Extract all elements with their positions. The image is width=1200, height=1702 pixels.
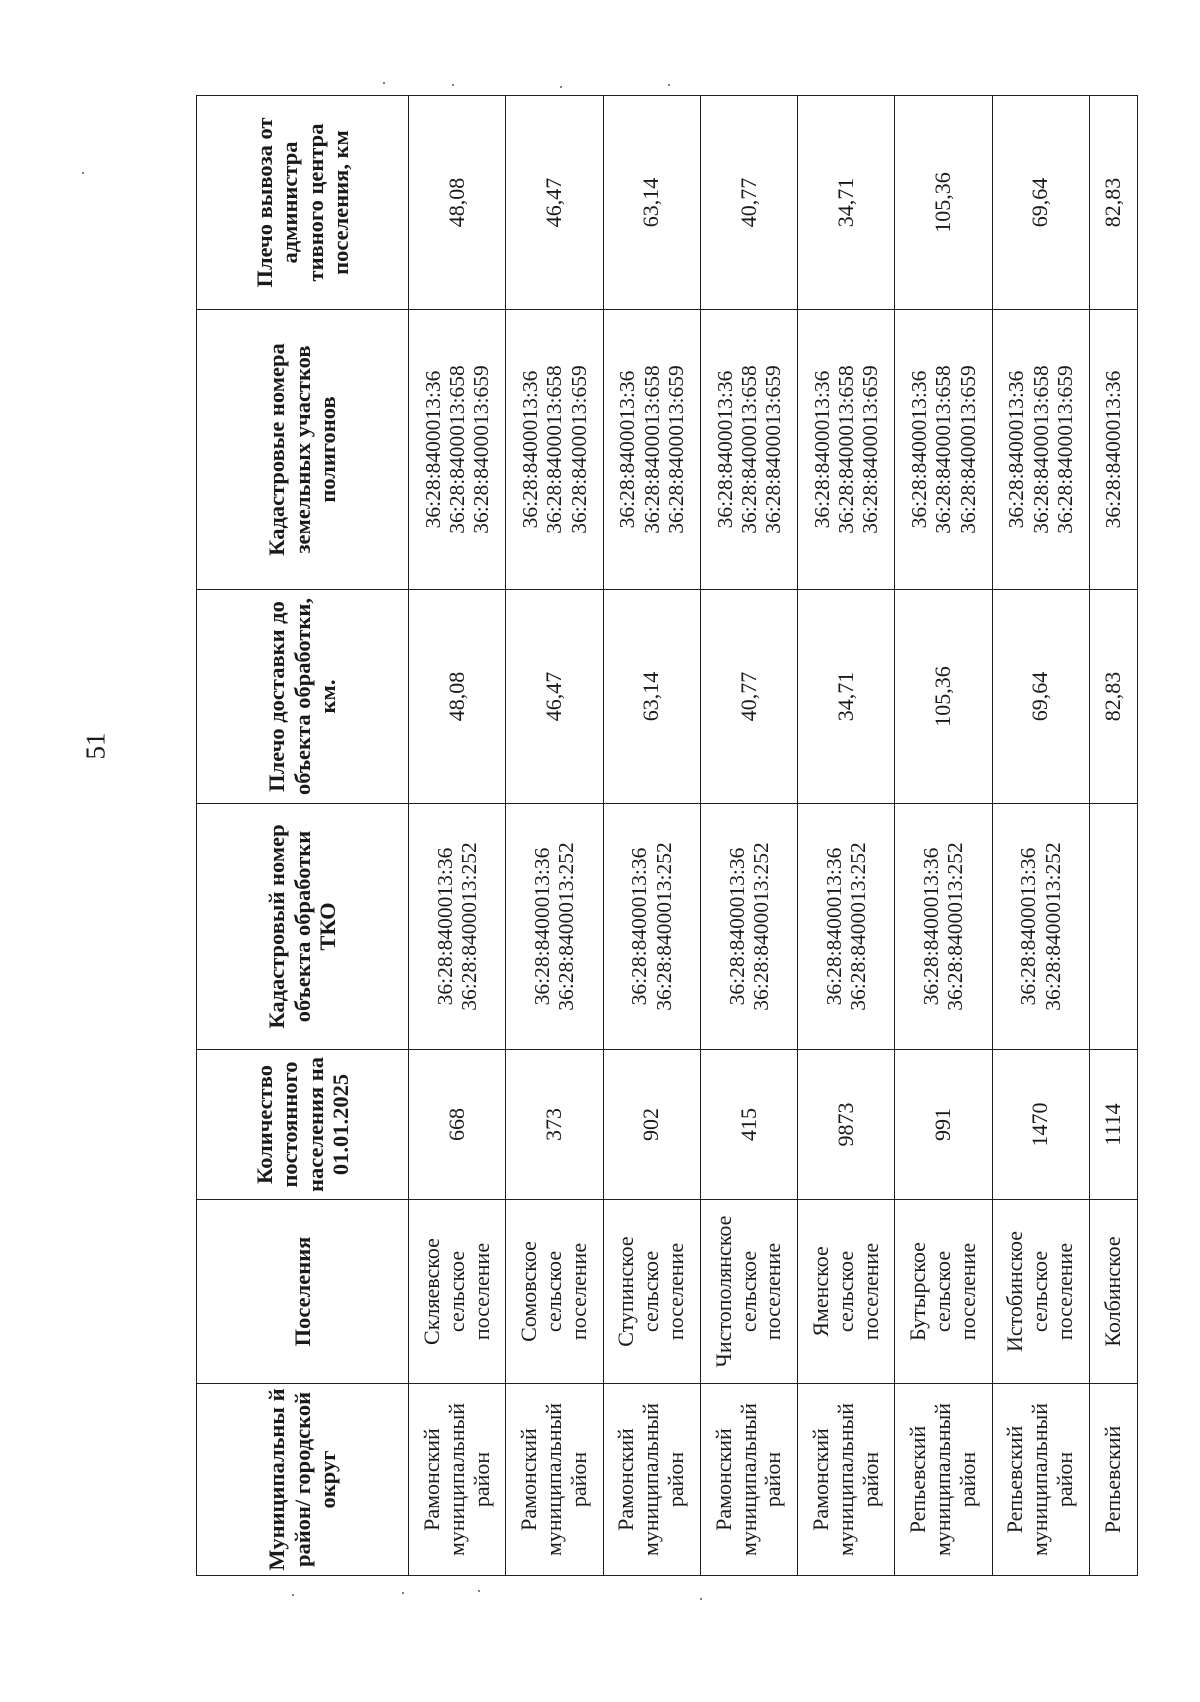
table-row [409, 96, 506, 1576]
header-population: Количество постоянного населения на 01.01.2025 [197, 1050, 409, 1200]
cell-facility-cadastral [1089, 804, 1137, 1050]
cell-population: 373 [506, 1050, 603, 1200]
settlements-table [196, 95, 1138, 1576]
cadastral-number: 36:28:8400013:658 [639, 365, 664, 534]
cell-settlement: Бутырское сельское поселение [895, 1200, 992, 1384]
cell-landfill-cadastral [409, 310, 506, 590]
cadastral-number: 36:28:8400013:659 [663, 365, 688, 534]
cadastral-number: 36:28:8400013:658 [542, 365, 567, 534]
cadastral-number: 36:28:8400013:252 [943, 842, 968, 1011]
cell-export-distance: 46,47 [506, 96, 603, 310]
cell-district: Репьевский муниципальный район [895, 1384, 992, 1576]
cell-settlement: Чистополянское сельское поселение [700, 1200, 797, 1384]
cell-district: Репьевский муниципальный район [992, 1384, 1089, 1576]
cell-district: Рамонский муниципальный район [409, 1384, 506, 1576]
scan-speck [82, 172, 84, 174]
cadastral-number: 36:28:8400013:36 [919, 847, 944, 1006]
cadastral-number: 36:28:8400013:36 [530, 847, 555, 1006]
cadastral-number: 36:28:8400013:659 [566, 365, 591, 534]
scan-speck [452, 84, 454, 86]
cell-facility-cadastral [603, 804, 700, 1050]
cell-facility-cadastral [798, 804, 895, 1050]
cadastral-number: 36:28:8400013:36 [821, 847, 846, 1006]
cell-population: 1114 [1089, 1050, 1137, 1200]
scan-speck [292, 1594, 294, 1596]
cell-population: 991 [895, 1050, 992, 1200]
cell-landfill-cadastral [1089, 310, 1137, 590]
cadastral-number: 36:28:8400013:36 [1004, 370, 1029, 529]
cell-settlement: Ступинское сельское поселение [603, 1200, 700, 1384]
cell-settlement: Истобинское сельское поселение [992, 1200, 1089, 1384]
cell-landfill-cadastral [992, 310, 1089, 590]
cadastral-number: 36:28:8400013:36 [712, 370, 737, 529]
cadastral-number: 36:28:8400013:658 [444, 365, 469, 534]
cadastral-number: 36:28:8400013:659 [469, 365, 494, 534]
cell-landfill-cadastral [700, 310, 797, 590]
cell-population: 668 [409, 1050, 506, 1200]
cadastral-number: 36:28:8400013:36 [627, 847, 652, 1006]
table-row [992, 96, 1089, 1576]
cell-population: 902 [603, 1050, 700, 1200]
cell-population: 415 [700, 1050, 797, 1200]
cadastral-number: 36:28:8400013:252 [554, 842, 579, 1011]
cadastral-number: 36:28:8400013:252 [748, 842, 773, 1011]
scan-speck [478, 1590, 480, 1592]
cell-delivery-distance: 48,08 [409, 590, 506, 804]
cell-settlement: Колбинское [1089, 1200, 1137, 1384]
cell-delivery-distance: 82,83 [1089, 590, 1137, 804]
header-settlement: Поселения [197, 1200, 409, 1384]
cell-facility-cadastral [700, 804, 797, 1050]
cell-delivery-distance: 63,14 [603, 590, 700, 804]
cell-district: Рамонский муниципальный район [603, 1384, 700, 1576]
cadastral-number: 36:28:8400013:659 [858, 365, 883, 534]
cadastral-number: 36:28:8400013:36 [615, 370, 640, 529]
cell-district: Репьевский [1089, 1384, 1137, 1576]
cell-settlement: Яменское сельское поселение [798, 1200, 895, 1384]
cadastral-number: 36:28:8400013:659 [955, 365, 980, 534]
cell-export-distance: 105,36 [895, 96, 992, 310]
cadastral-number: 36:28:8400013:658 [736, 365, 761, 534]
header-district: Муниципальны й район/ городской округ [197, 1384, 409, 1576]
rotated-table-wrapper [196, 96, 1138, 1576]
cadastral-number: 36:28:8400013:36 [1016, 847, 1041, 1006]
cell-export-distance: 82,83 [1089, 96, 1137, 310]
cadastral-number: 36:28:8400013:658 [931, 365, 956, 534]
cadastral-number: 36:28:8400013:658 [834, 365, 859, 534]
cell-landfill-cadastral [506, 310, 603, 590]
cell-population: 1470 [992, 1050, 1089, 1200]
cadastral-number: 36:28:8400013:36 [809, 370, 834, 529]
cadastral-number: 36:28:8400013:659 [761, 365, 786, 534]
cadastral-number: 36:28:8400013:36 [432, 847, 457, 1006]
cell-population: 9873 [798, 1050, 895, 1200]
table-row [603, 96, 700, 1576]
header-export-distance: Плечо вывоза от администра тивного центра поселения, км [197, 96, 409, 310]
page-number: 51 [80, 732, 111, 760]
cell-district: Рамонский муниципальный район [506, 1384, 603, 1576]
cell-delivery-distance: 46,47 [506, 590, 603, 804]
cell-landfill-cadastral [895, 310, 992, 590]
cadastral-number: 36:28:8400013:36 [517, 370, 542, 529]
cell-delivery-distance: 40,77 [700, 590, 797, 804]
cell-district: Рамонский муниципальный район [700, 1384, 797, 1576]
scan-speck [560, 86, 562, 88]
cadastral-number: 36:28:8400013:252 [457, 842, 482, 1011]
table-row [700, 96, 797, 1576]
cadastral-number: 36:28:8400013:36 [420, 370, 445, 529]
cell-delivery-distance: 69,64 [992, 590, 1089, 804]
cell-delivery-distance: 105,36 [895, 590, 992, 804]
header-delivery-distance: Плечо доставки до объекта обработки, км. [197, 590, 409, 804]
cell-settlement: Сомовское сельское поселение [506, 1200, 603, 1384]
cell-export-distance: 69,64 [992, 96, 1089, 310]
cadastral-number: 36:28:8400013:252 [846, 842, 871, 1011]
cadastral-number: 36:28:8400013:252 [651, 842, 676, 1011]
header-landfill-cadastral: Кадастровые номера земельных участков полигонов [197, 310, 409, 590]
cell-landfill-cadastral [603, 310, 700, 590]
cell-export-distance: 48,08 [409, 96, 506, 310]
cadastral-number: 36:28:8400013:658 [1028, 365, 1053, 534]
table-row [798, 96, 895, 1576]
cell-landfill-cadastral [798, 310, 895, 590]
cadastral-number: 36:28:8400013:36 [724, 847, 749, 1006]
scan-speck [700, 1598, 702, 1600]
cadastral-number: 36:28:8400013:36 [1101, 370, 1126, 529]
cell-facility-cadastral [895, 804, 992, 1050]
cadastral-number: 36:28:8400013:659 [1052, 365, 1077, 534]
table-body [409, 96, 1138, 1576]
scan-speck [668, 84, 670, 86]
header-facility-cadastral: Кадастровый номер объекта обработки ТКО [197, 804, 409, 1050]
cell-settlement: Скляевское сельское поселение [409, 1200, 506, 1384]
cadastral-number: 36:28:8400013:36 [907, 370, 932, 529]
cell-export-distance: 34,71 [798, 96, 895, 310]
cell-facility-cadastral [409, 804, 506, 1050]
cell-delivery-distance: 34,71 [798, 590, 895, 804]
cadastral-number: 36:28:8400013:252 [1040, 842, 1065, 1011]
table-row [895, 96, 992, 1576]
cell-district: Рамонский муниципальный район [798, 1384, 895, 1576]
table-row [506, 96, 603, 1576]
cell-facility-cadastral [506, 804, 603, 1050]
scan-speck [383, 82, 385, 84]
cell-export-distance: 63,14 [603, 96, 700, 310]
cell-facility-cadastral [992, 804, 1089, 1050]
cell-export-distance: 40,77 [700, 96, 797, 310]
table-row [1089, 96, 1137, 1576]
scan-speck [402, 1592, 404, 1594]
table-header-row [197, 96, 409, 1576]
